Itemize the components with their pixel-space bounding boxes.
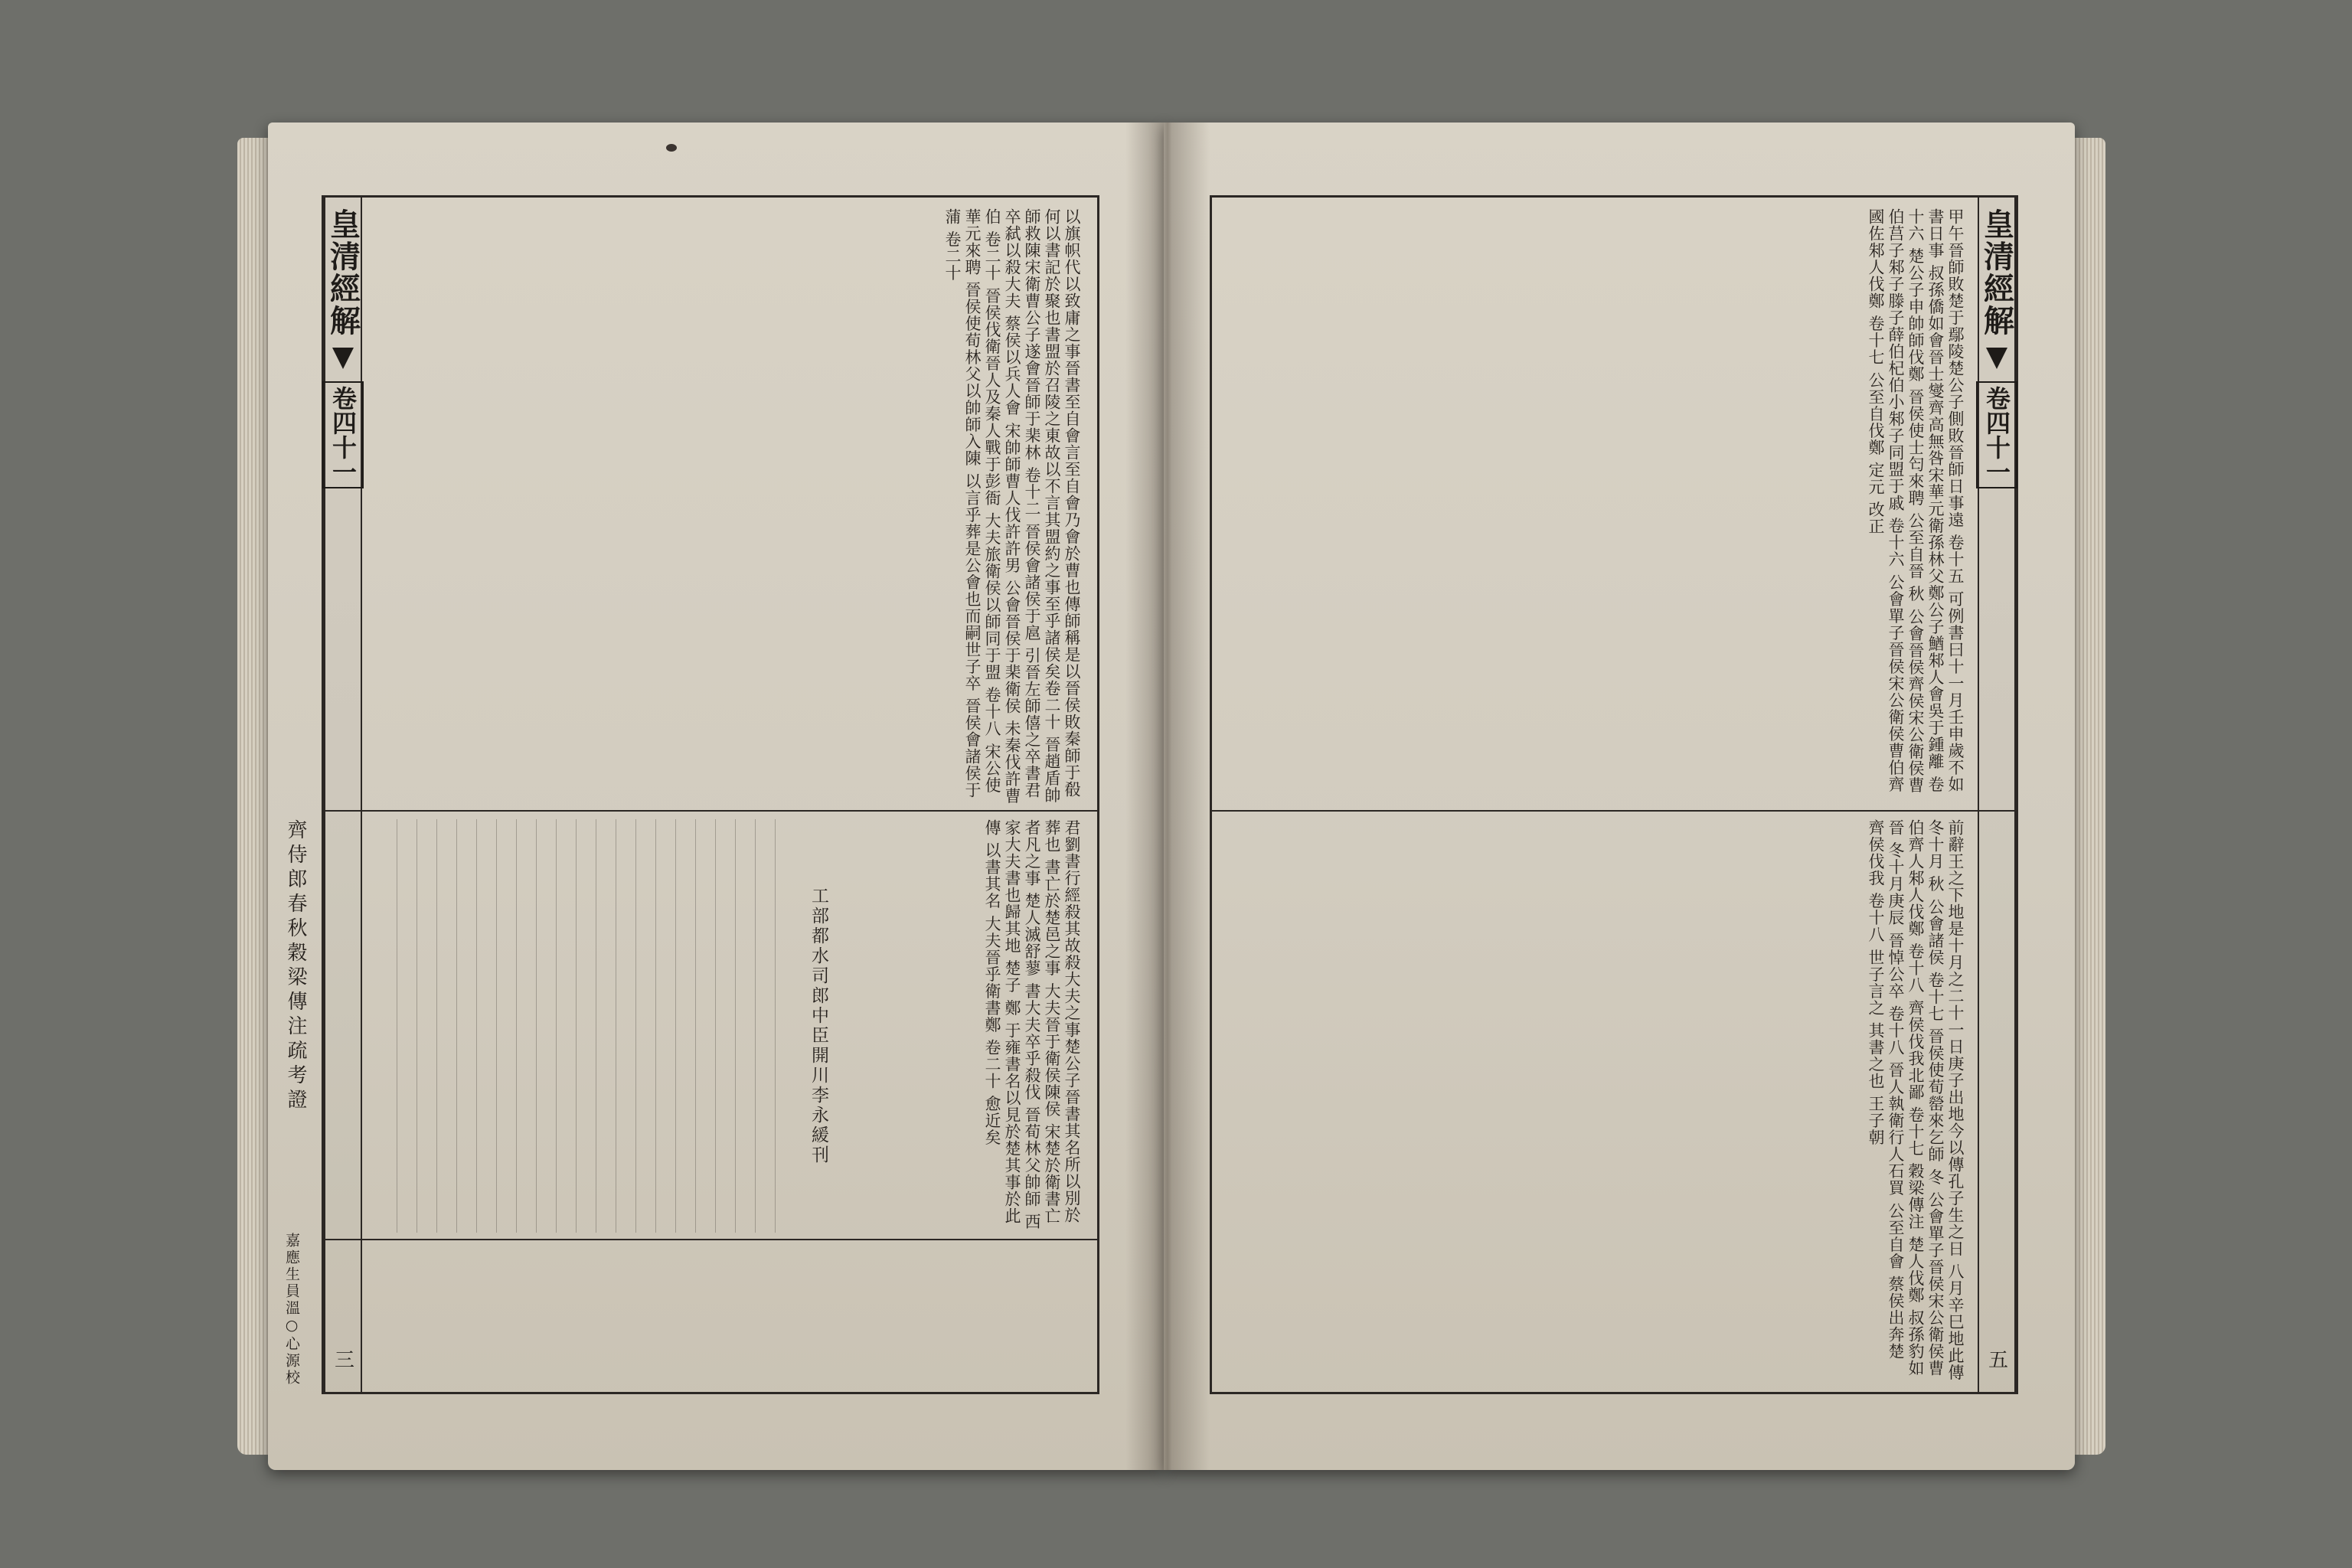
right-horizontal-rule [1212,810,2016,812]
right-upper-text: 甲午晉師敗楚于鄢陵楚公子側敗晉師日事遠 卷十五 可例書曰十一月壬申歲不如書日事 叔孫僑如會晉士燮齊高無咎宋華元衛孫林父鄭公子鰌邾人會吳于鍾離 卷十六 楚公子申帥師伐鄭 晉侯使士匄來聘 公至自晉 秋 公會晉侯齊侯宋公衛侯曹伯莒子邾子滕子薛伯杞伯小邾子同盟于戚 卷十六 公會單子晉侯宋公衛侯曹伯齊國佐邾人伐鄭 卷十七 公至自伐鄭 定元 改正 [1867,208,1965,794]
left-empty-ruled-columns [377,819,791,1233]
fish-tail-mark-icon [332,348,354,369]
fish-tail-mark-icon [1986,348,2007,369]
proofreader-credit: 嘉應生員溫○心源校 [283,1233,300,1387]
section-end-title: 齊侍郎春秋穀梁傳注疏考證 [284,819,307,1113]
right-banxin-margin [1978,198,2016,1392]
left-upper-text: 以旗帜代以致庸之事晉書至自會言至自會乃會於曹也傳師稱是以晉侯敗秦師于殽何以書記於聚也書盟於召陵之東故以不言其盟約之事至乎諸侯矣卷二十 晉趙盾帥師救陳宋衛曹公子遂會晉師于棐林 卷十二 晉侯會諸侯于扈 引晉左師僖之卒書君卒弑以殺大夫 蔡侯以兵人會 宋帥師曹人伐許許男 公會晉侯于棐衛侯 未秦伐許曹伯 卷二十 晉侯伐衛晉人及秦人戰于彭衙 大夫旅衛侯以師同于盟 卷十八 宋公使華元來聘 晉侯使荀林父以帥師入陳 以言乎葬是公會也而嗣世子卒 晉侯會諸侯于蒲 卷二十 [943,208,1081,805]
left-lower-text: 君劉書行經殺其故殺大夫之事楚公子晉書其名所以別於葬也 書亡於楚邑之事 大夫晉于衛侯陳侯 宋楚於衛書亡者凡之事 楚人滅舒蓼 書大夫卒乎殺伐 晉荀林父帥師 西家大夫書也歸其地 楚子 鄭 于雍書名以見於楚其事於此傳 以書其名 大夫晉乎衛書鄭 卷二十 愈近矣 [983,819,1081,1230]
left-lower-rule [324,1239,1097,1240]
right-page-frame [1210,195,2018,1394]
left-page-frame [322,195,1099,1394]
right-leaf-number: 五 [1984,1349,2008,1369]
left-leaf-number: 三 [331,1349,354,1369]
open-book [268,92,2075,1516]
right-volume-mark: 卷四十一 [1976,381,2017,488]
left-horizontal-rule [324,810,1097,812]
left-page [268,122,1164,1470]
left-banxin-margin [324,198,362,1392]
right-running-title: 皇清經解 [1978,208,2015,337]
ink-spot [666,144,677,152]
left-colophon-credit: 工部都水司郎中臣開川李永緩刊 [808,887,828,1165]
right-page [1164,122,2075,1470]
left-running-title: 皇清經解 [325,208,361,337]
right-lower-text: 前辭王之下地是十月之二十一日庚子出地今以傳孔子生之日 八月辛巳地此傳 冬十月 秋 公會諸侯 卷十七 晉侯使荀罃來乞師 冬 公會單子晉侯宋公衛侯曹伯齊人邾人伐鄭 卷十八 齊侯伐我北鄙 卷十七 穀梁傳注 楚人伐鄭 叔孫豹如晉 冬十月庚辰 晉悼公卒 卷十八 晉人執衛行人石買 公至自會 蔡侯出奔楚 齊侯伐我 卷十八 世子言之 其書之也 王子朝 [1867,819,1965,1381]
left-volume-mark: 卷四十一 [322,381,364,488]
